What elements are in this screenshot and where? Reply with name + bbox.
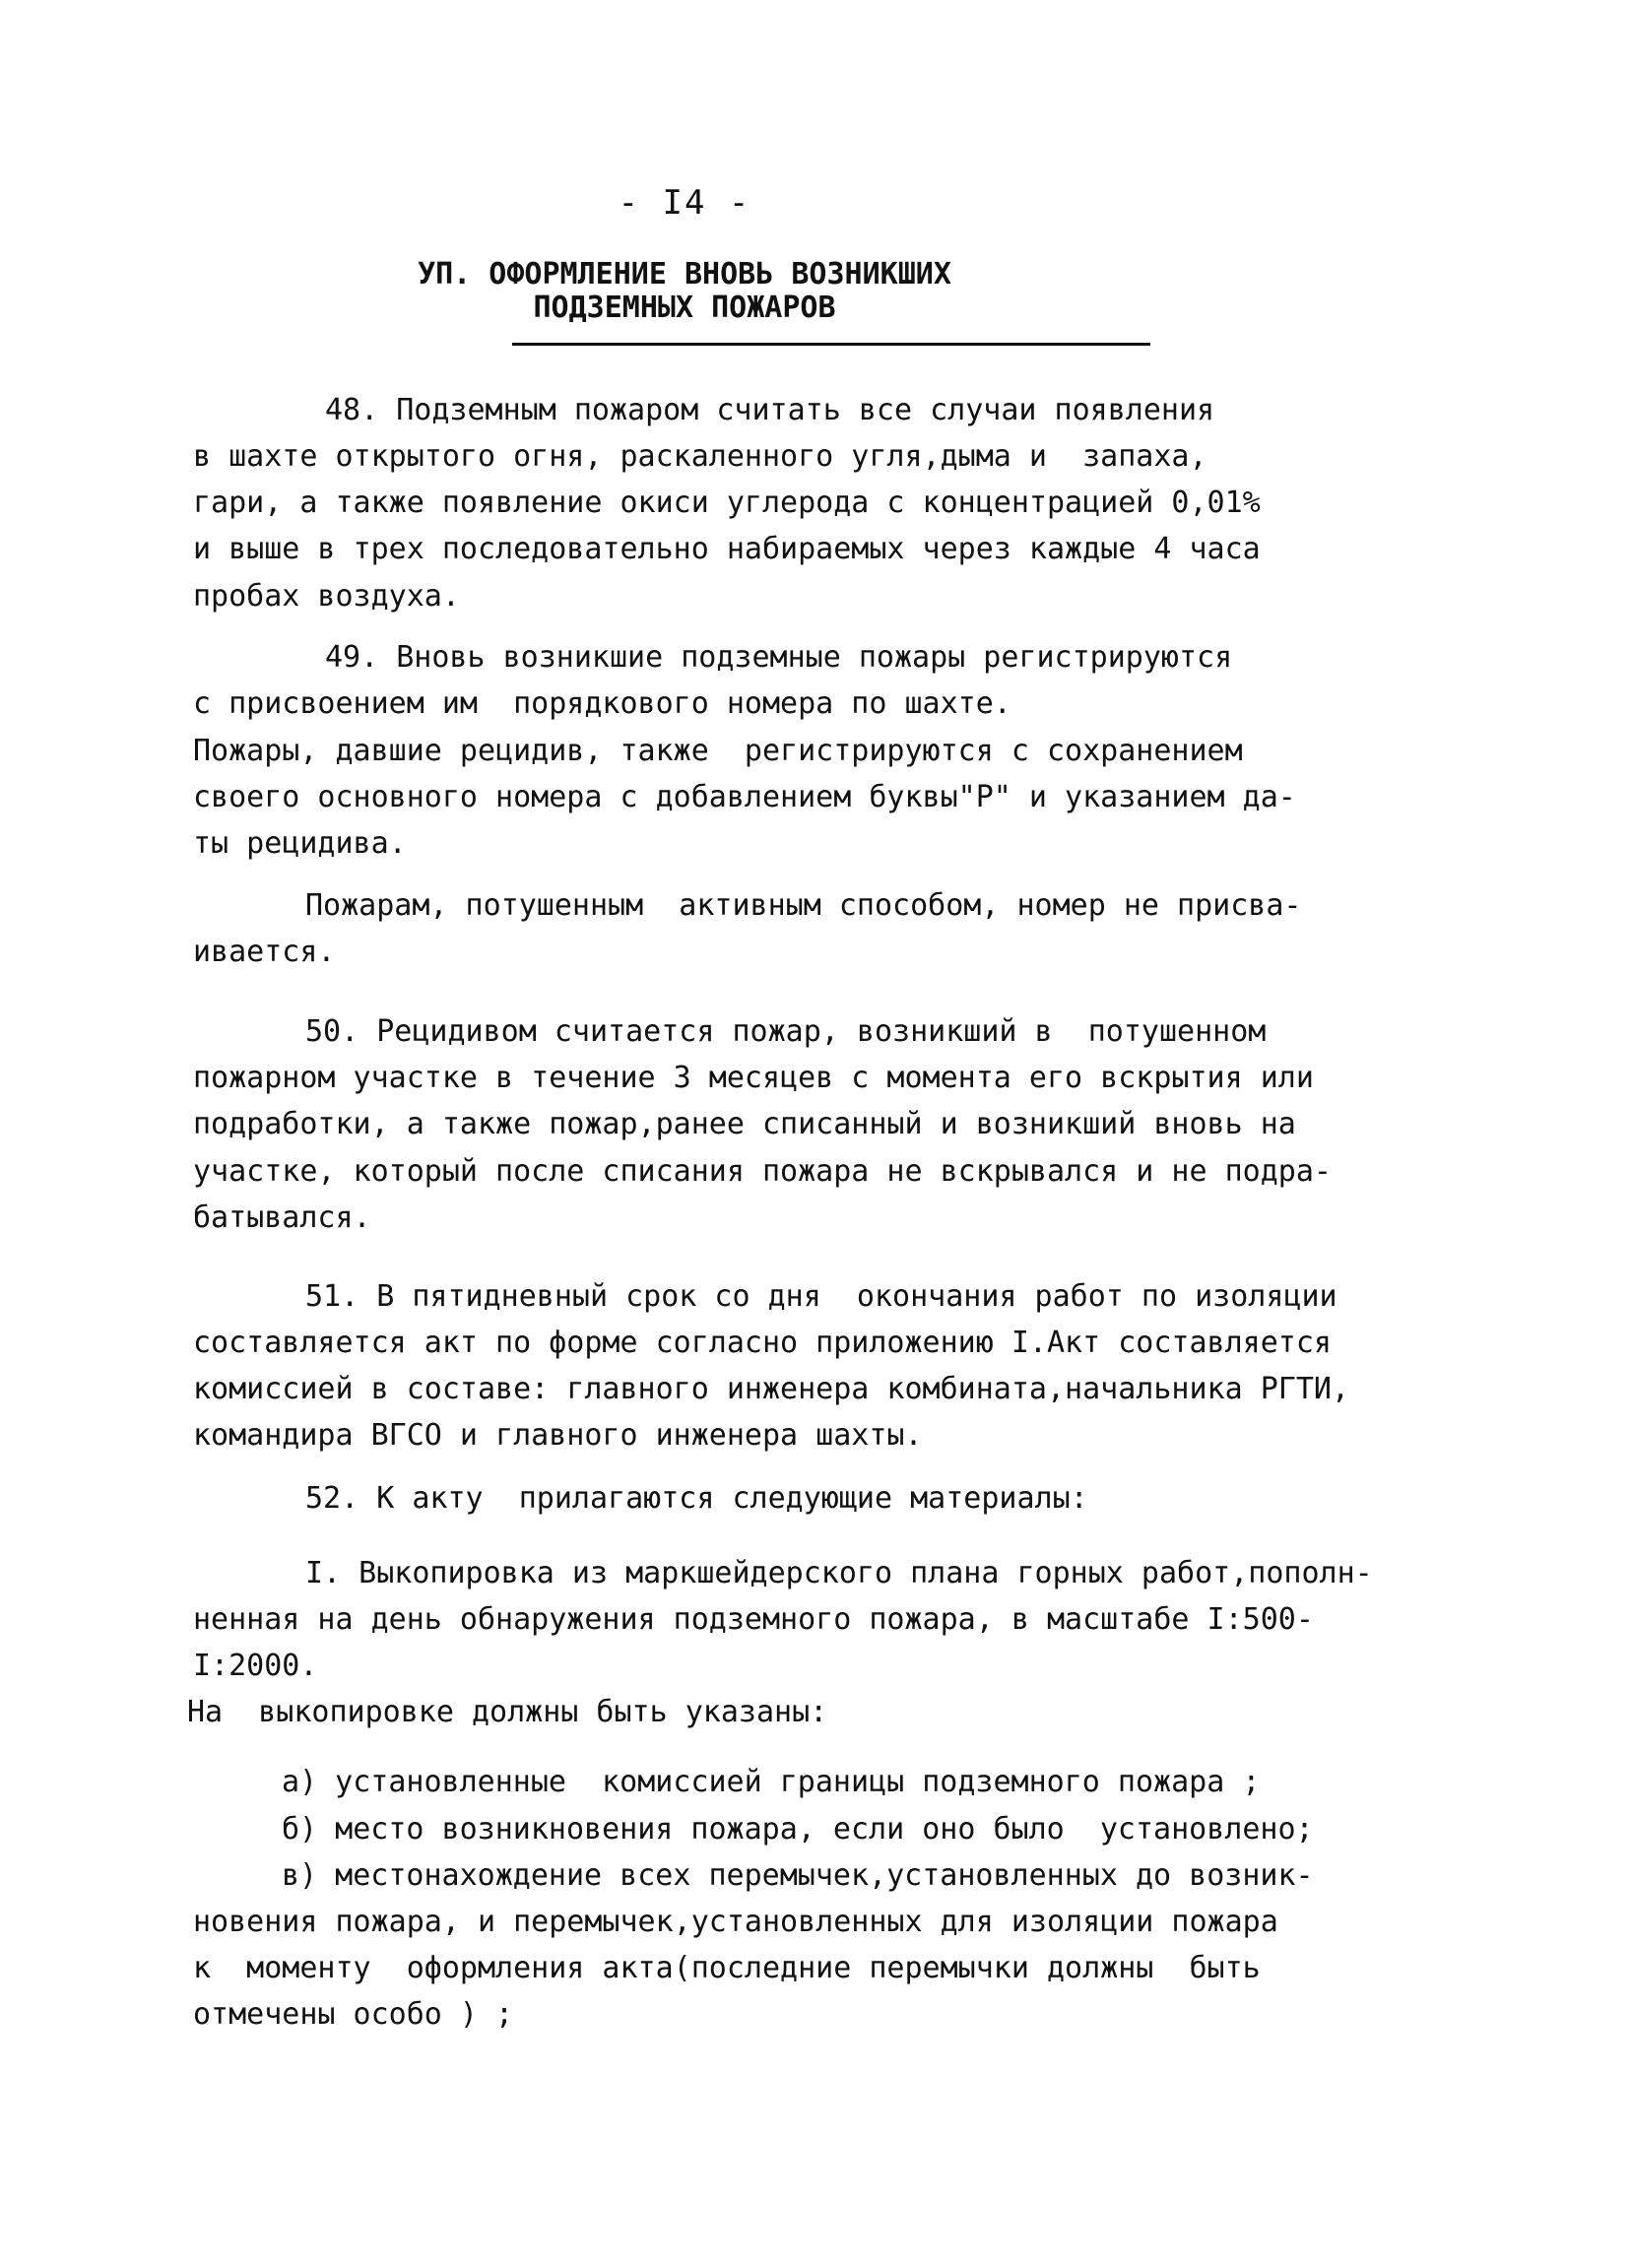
text-line: батывался. (193, 1200, 371, 1235)
text-line: ненная на день обнаружения подземного пожара, в масштабе I:500- (193, 1602, 1314, 1637)
text-line: I:2000. (193, 1649, 318, 1683)
text-line: комиссией в составе: главного инженера комбината,начальника РГТИ, (193, 1372, 1349, 1406)
text-line: 49. Вновь возникшие подземные пожары регистрируются (325, 640, 1233, 675)
text-line: участке, который после списания пожара не вскрывался и не подра- (193, 1154, 1332, 1189)
text-line: ты рецидива. (193, 826, 407, 861)
text-line: На выкопировке должны быть указаны: (187, 1695, 828, 1729)
section-title-line-1: УП. ОФОРМЛЕНИЕ ВНОВЬ ВОЗНИКШИХ (418, 257, 951, 292)
text-line: отмечены особо ) ; (193, 1997, 514, 2032)
text-line: гари, а также появление окиси углерода с концентрацией 0,01% (193, 486, 1261, 520)
text-line: пожарном участке в течение 3 месяцев с момента его вскрытия или (193, 1061, 1314, 1095)
text-line: Пожары, давшие рецидив, также регистрируются с сохранением (193, 734, 1243, 768)
page-number: - I4 - (618, 183, 751, 223)
section-title-line-2: ПОДЗЕМНЫХ ПОЖАРОВ (533, 291, 836, 325)
text-line: к моменту оформления акта(последние перемычки должны быть (193, 1951, 1261, 1985)
text-line: своего основного номера с добавлением буквы"Р" и указанием да- (193, 780, 1296, 814)
text-line: Пожарам, потушенным активным способом, номер не присва- (305, 888, 1302, 923)
text-line: пробах воздуха. (193, 579, 460, 614)
text-line: командира ВГСО и главного инженера шахты. (193, 1418, 923, 1453)
text-line: ивается. (193, 935, 336, 969)
section-title (0, 258, 1369, 325)
text-line: и выше в трех последовательно набираемых через каждые 4 часа (193, 532, 1261, 566)
text-line: 50. Рецидивом считается пожар, возникший в потушенном (305, 1014, 1267, 1049)
text-line: с присвоением им порядкового номера по шахте. (193, 686, 1011, 721)
text-line: новения пожара, и перемычек,установленных для изоляции пожара (193, 1905, 1278, 1939)
list-item: а) установленные комиссией границы подземного пожара ; (282, 1765, 1261, 1799)
text-line: 51. В пятидневный срок со дня окончания работ по изоляции (305, 1279, 1337, 1314)
text-line: в шахте открытого огня, раскаленного угля,дыма и запаха, (193, 439, 1207, 474)
text-line: подработки, а также пожар,ранее списанный и возникший вновь на (193, 1107, 1296, 1141)
text-line: составляется акт по форме согласно приложению I.Акт составляется (193, 1326, 1332, 1360)
text-line: I. Выкопировка из маркшейдерского плана горных работ,пополн- (305, 1556, 1373, 1590)
title-underline (512, 343, 1150, 346)
list-item: в) местонахождение всех перемычек,установленных до возник- (282, 1858, 1314, 1893)
text-line: 52. К акту прилагаются следующие материалы: (305, 1481, 1088, 1516)
text-line: 48. Подземным пожаром считать все случаи появления (325, 393, 1215, 427)
list-item: б) место возникновения пожара, если оно было установлено; (282, 1812, 1314, 1847)
